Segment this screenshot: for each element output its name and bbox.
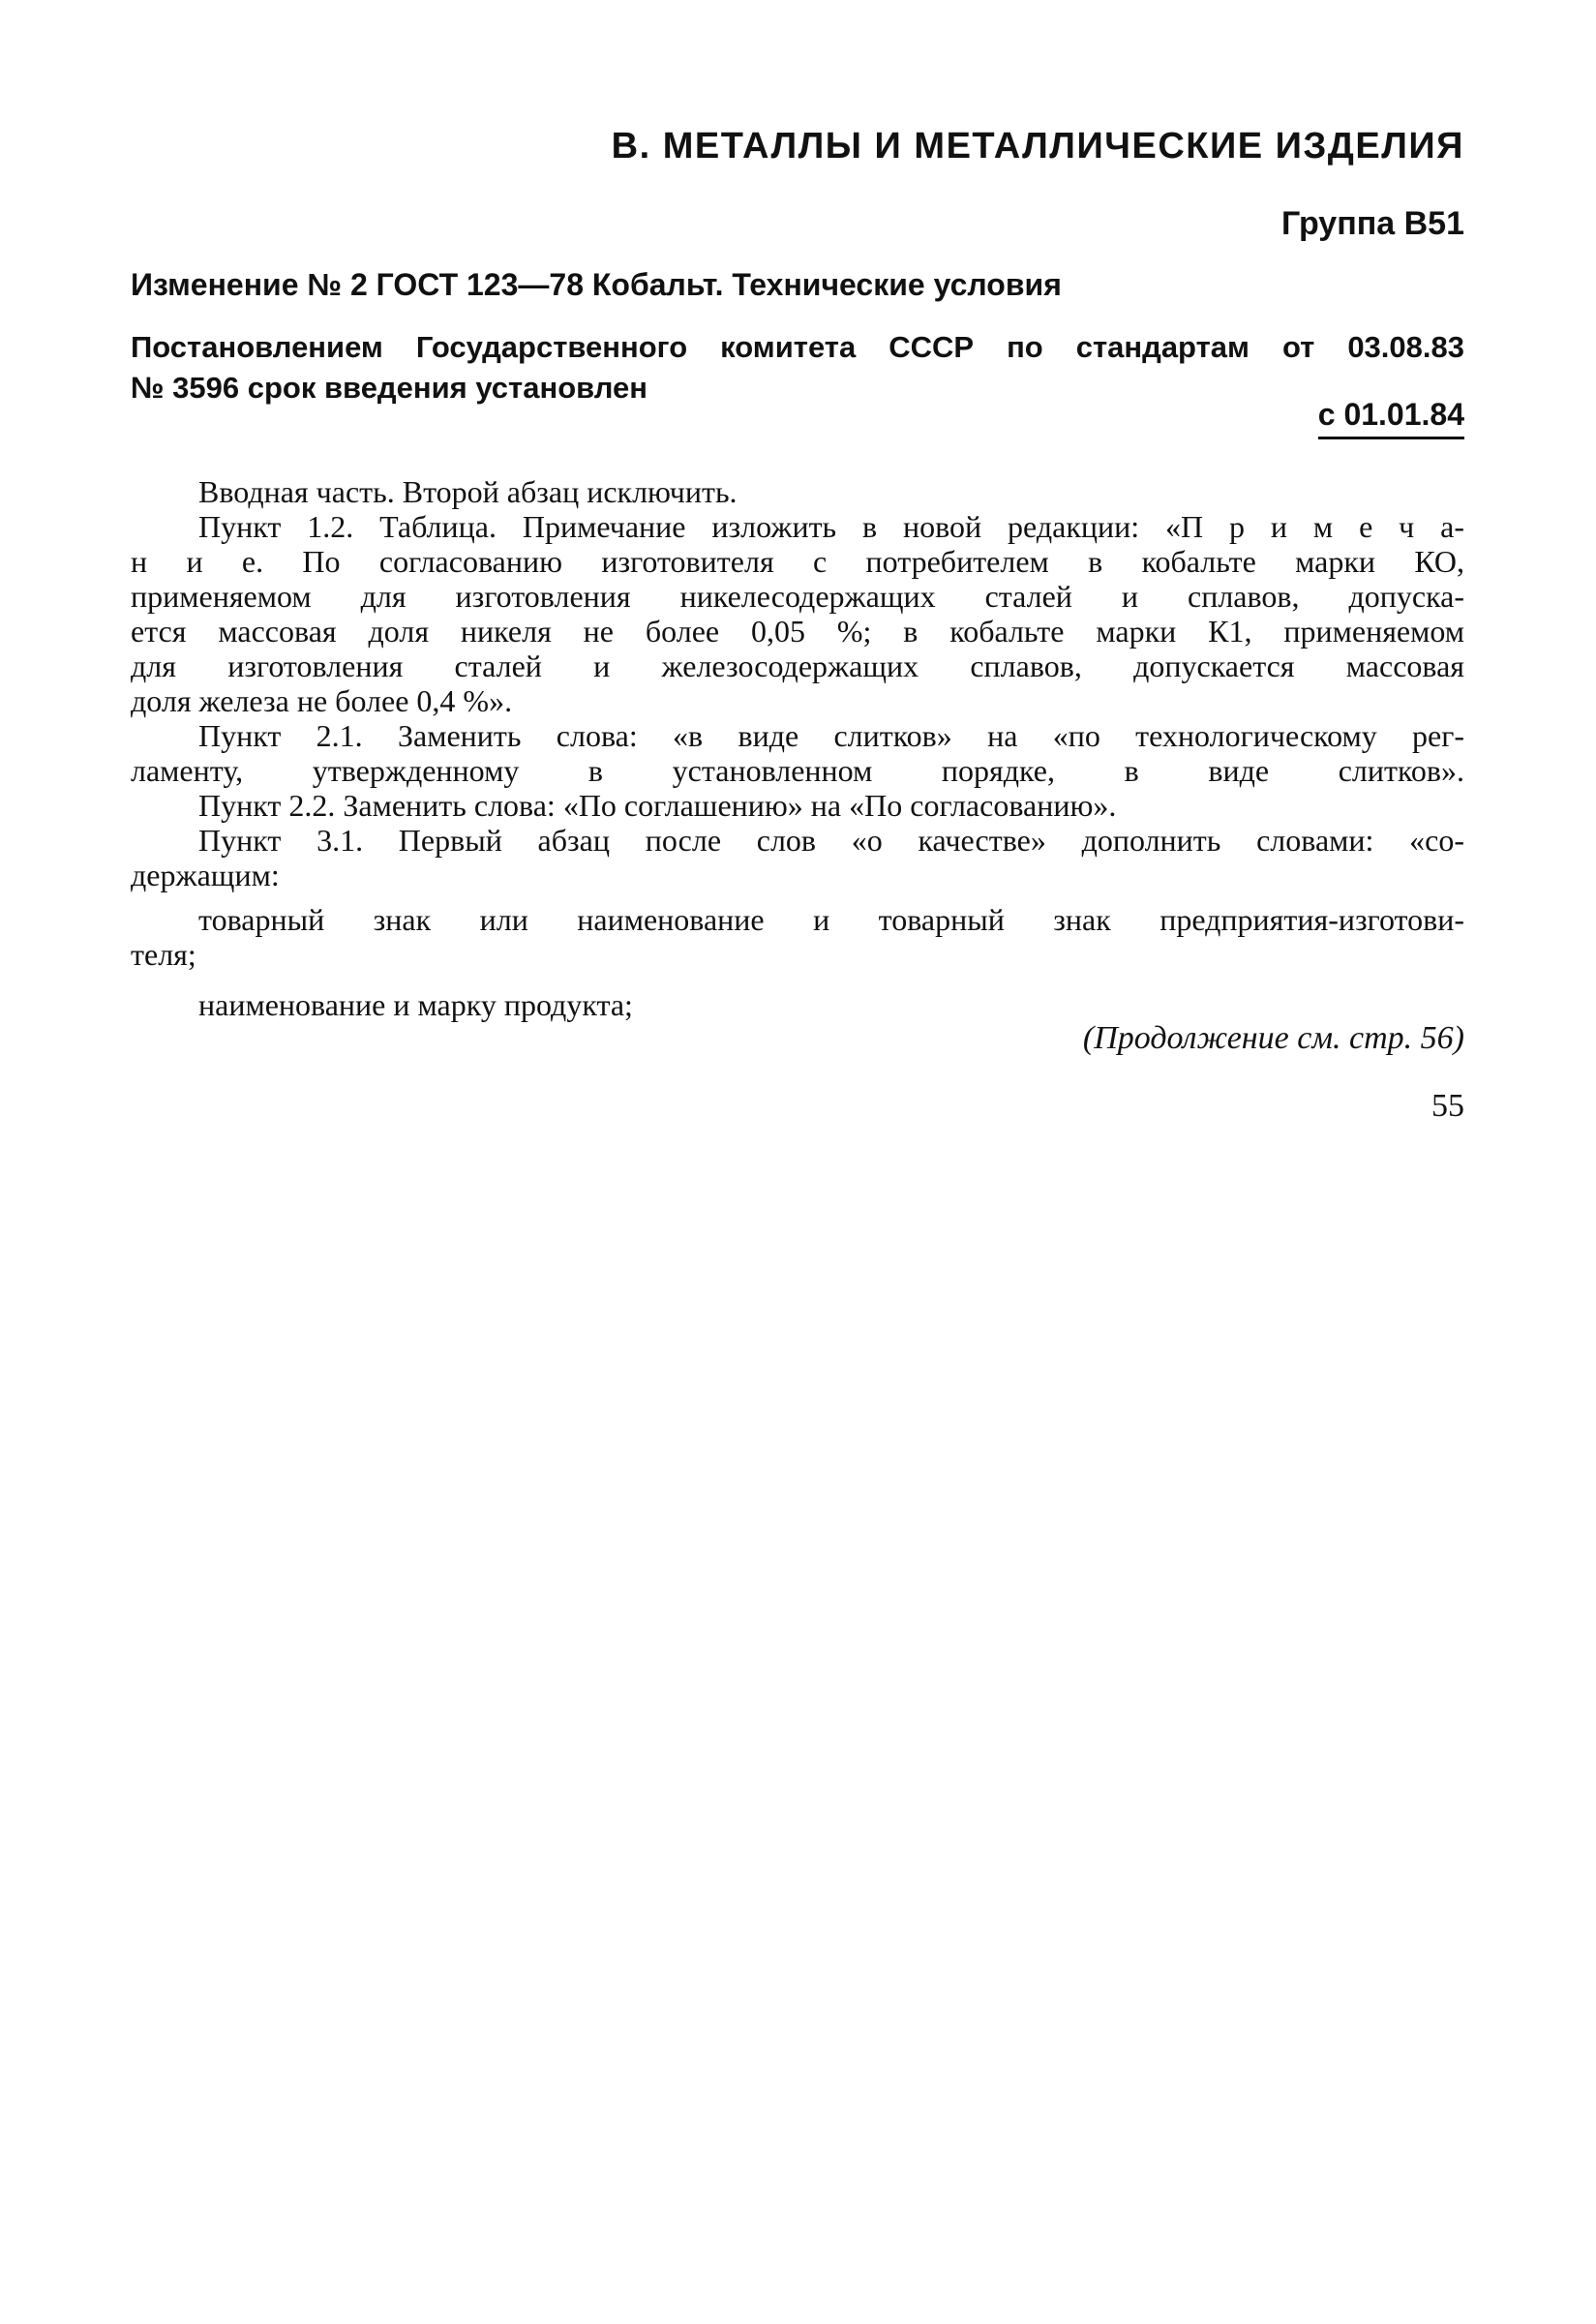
body-line: для изготовления сталей и железосодержащих сплавов, допускается массовая [131,649,1464,683]
body-line: ется массовая доля никеля не более 0,05 %; в кобальте марки К1, применяемом [131,614,1464,649]
resolution-text [131,327,1464,408]
body-line: Пункт 3.1. Первый абзац после слов «о качестве» дополнить словами: «со- [198,823,1464,858]
body-line: доля железа не более 0,4 %». [131,683,513,718]
body-line: Пункт 2.1. Заменить слова: «в виде слитков» на «по технологическому рег- [198,718,1464,753]
body-line: Пункт 2.2. Заменить слова: «По соглашению» на «По согласованию». [198,788,1117,823]
body-line: держащим: [131,858,280,892]
body-text [131,474,1464,1022]
group-code: Группа В51 [1280,205,1464,242]
body-line: н и е. По согласованию изготовителя с потребителем в кобальте марки КО, [131,544,1464,579]
body-line: Вводная часть. Второй абзац исключить. [198,474,738,509]
body-line: теля; [131,937,196,972]
section-title: В. МЕТАЛЛЫ И МЕТАЛЛИЧЕСКИЕ ИЗДЕЛИЯ [611,126,1464,166]
body-line: Пункт 1.2. Таблица. Примечание изложить в новой редакции: «П р и м е ч а- [198,509,1464,544]
effective-date: с 01.01.84 [1318,397,1464,439]
body-line: ламенту, утвержденному в установленном порядке, в виде слитков». [131,753,1464,788]
body-line: товарный знак или наименование и товарный знак предприятия-изготови- [198,902,1464,937]
change-title: Изменение № 2 ГОСТ 123—78 Кобальт. Технические условия [131,267,1062,302]
page-number: 55 [1431,1088,1464,1124]
body-line: наименование и марку продукта; [198,987,633,1022]
resolution-line-1: Постановлением Государственного комитета СССР по стандартам от 03.08.83 [131,330,1464,364]
body-line: применяемом для изготовления никелесодержащих сталей и сплавов, допуска- [131,579,1464,614]
continuation-note: (Продолжение см. стр. 56) [1082,1020,1464,1056]
resolution-line-2: № 3596 срок введения установлен [131,371,648,405]
